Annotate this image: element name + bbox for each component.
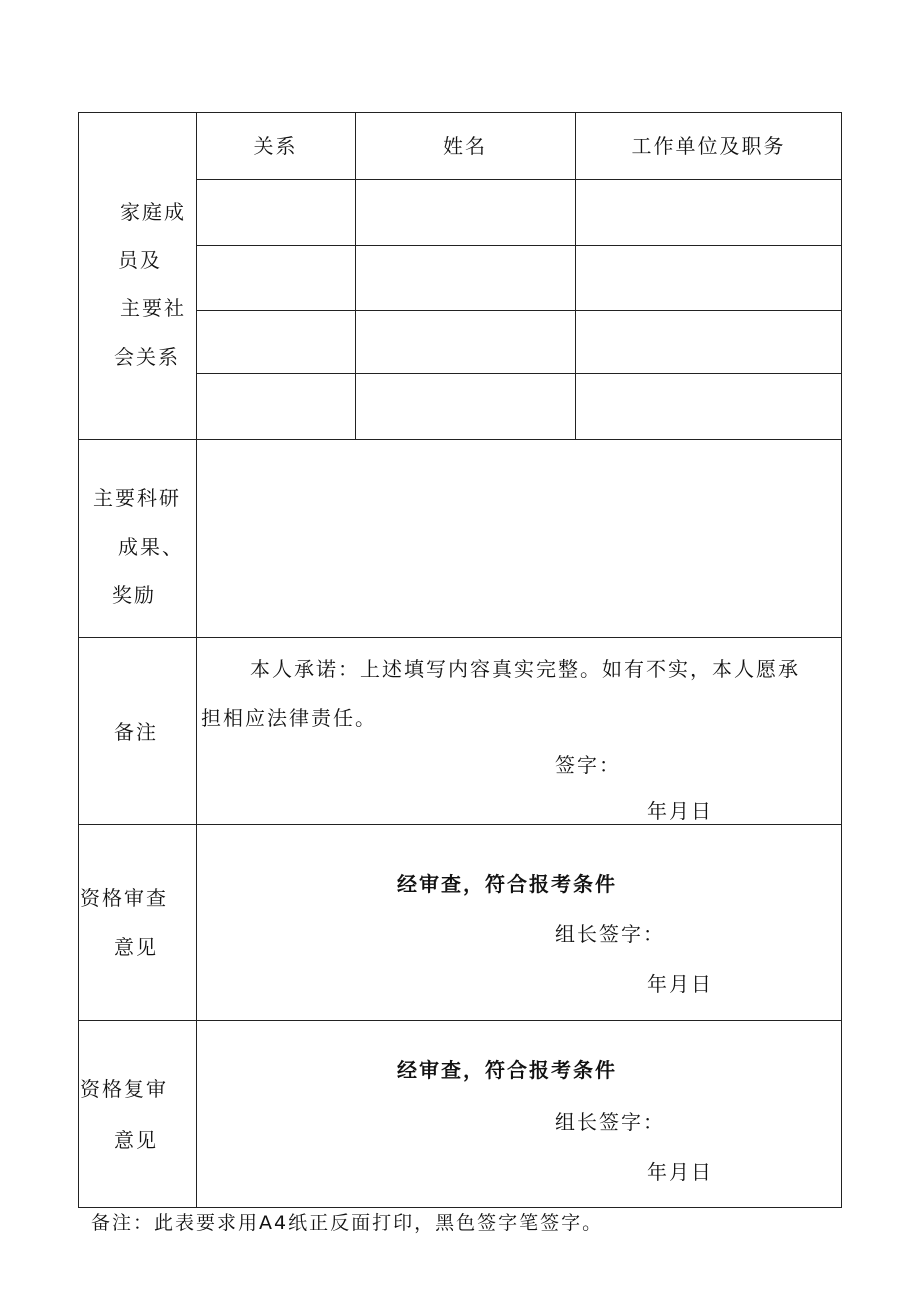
row-divider-review-bottom <box>78 1020 842 1021</box>
header-name: 姓名 <box>443 134 487 158</box>
remarks-label: 备注 <box>114 720 158 744</box>
recheck-opinion: 经审查，符合报考条件 <box>397 1058 617 1082</box>
research-label-line: 主要科研 <box>93 486 181 510</box>
recheck-label-line: 意见 <box>114 1128 158 1152</box>
review-label-line: 资格审查 <box>80 886 168 910</box>
family-row-divider <box>196 310 842 311</box>
family-row-divider <box>196 245 842 246</box>
family-header-divider <box>196 179 842 180</box>
row-divider-family-bottom <box>78 439 842 440</box>
signature-label: 签字： <box>555 753 621 777</box>
review-opinion: 经审查，符合报考条件 <box>397 872 617 896</box>
footer-note: 备注：此表要求用A4纸正反面打印，黑色签字笔签字。 <box>91 1212 604 1234</box>
family-label-line: 会关系 <box>114 345 180 369</box>
header-relation: 关系 <box>253 134 298 158</box>
family-label-line: 主要社 <box>120 296 186 320</box>
family-row-divider <box>196 373 842 374</box>
research-label-line: 成果、 <box>118 535 184 559</box>
review-label-line: 意见 <box>114 935 158 959</box>
row-divider-research-bottom <box>78 637 842 638</box>
recheck-leader-signature: 组长签字： <box>555 1110 665 1134</box>
family-label-line: 员及 <box>118 248 162 272</box>
date-label: 年月日 <box>647 799 713 823</box>
promise-text-line2: 担相应法律责任。 <box>201 706 377 730</box>
review-date: 年月日 <box>647 972 713 996</box>
research-label-line: 奖励 <box>112 583 156 607</box>
promise-text-line1: 本人承诺：上述填写内容真实完整。如有不实，本人愿承 <box>250 657 800 681</box>
row-divider-remarks-bottom <box>78 824 842 825</box>
family-column-divider <box>575 112 576 439</box>
header-employer-position: 工作单位及职务 <box>631 134 786 158</box>
label-column-divider <box>196 112 197 1208</box>
family-column-divider <box>355 112 356 439</box>
recheck-date: 年月日 <box>647 1160 713 1184</box>
family-label-line: 家庭成 <box>120 200 186 224</box>
review-leader-signature: 组长签字： <box>555 922 665 946</box>
recheck-label-line: 资格复审 <box>80 1077 168 1101</box>
